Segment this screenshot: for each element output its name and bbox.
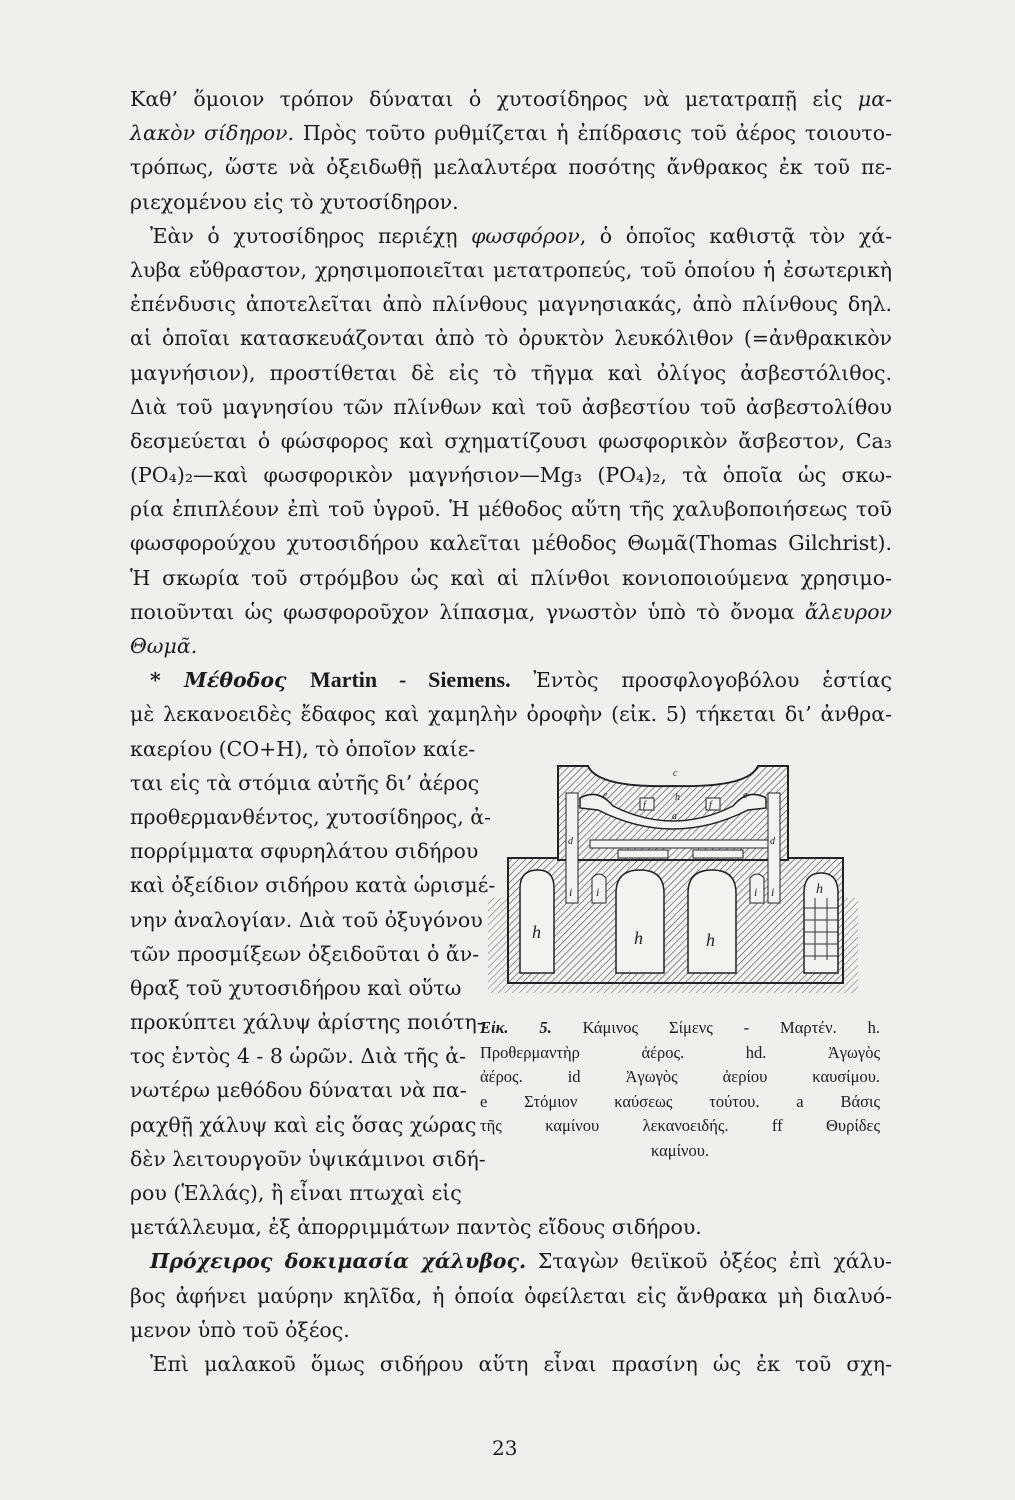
bold-heading-text: Πρόχειρος δοκιμασία χάλυβος. <box>150 1249 527 1274</box>
text-span: Ἐπὶ μαλακοῦ ὅμως σιδήρου αὕτη εἶναι πρασίνη ὡς ἐκ τοῦ σχη- <box>150 1351 892 1376</box>
text-span: νην ἀναλογίαν. Διὰ τοῦ ὀξυγόνου <box>130 907 483 932</box>
text-line <box>130 82 892 116</box>
text-span: ποιοῦνται ὡς φωσφοροῦχον λίπασμα, γνωστὸν ὑπὸ τὸ ὄνομα <box>130 599 805 624</box>
figure-siemens-martin-furnace <box>488 748 858 998</box>
flue <box>618 850 668 858</box>
label-i: i <box>569 885 573 899</box>
text-span: καερίου (CO+H), τὸ ὁποῖον καίε- <box>130 736 476 761</box>
furnace-diagram <box>488 748 858 998</box>
text-line <box>130 116 892 150</box>
figure-number: Εἰκ. 5. <box>480 1018 552 1037</box>
text-line <box>130 903 483 937</box>
text-line <box>130 834 479 868</box>
page-number: 23 <box>492 1436 518 1460</box>
text-line <box>130 800 492 834</box>
text-line <box>130 868 496 902</box>
text-line <box>130 1005 484 1039</box>
text-line <box>130 287 892 321</box>
furnace-base <box>508 858 843 983</box>
text-span: τῶν προσμίξεων ὀξειδοῦται ὁ ἄν- <box>130 941 480 966</box>
text-line <box>130 663 892 697</box>
text-span: βος ἀφήνει μαύρην κηλῖδα, ἡ ὁποία ὀφείλεται εἰς ἄνθρακα μὴ διαλυό- <box>130 1283 892 1308</box>
text-line <box>130 1176 460 1210</box>
flue <box>693 850 743 858</box>
text-span: (PO₄)₂—καὶ φωσφορικὸν μαγνήσιον—Mg₃ (PO₄)₂, τὰ ὁποῖα ὡς σκω- <box>130 463 892 488</box>
text-span: προκύπτει χάλυψ ἀρίστης ποιότη- <box>130 1010 484 1035</box>
text-line <box>130 1279 892 1313</box>
text-line <box>130 219 892 253</box>
text-line <box>130 356 892 390</box>
label-h: h <box>675 792 680 803</box>
text-span: Πρὸς τοῦτο ρυθμίζεται ἡ ἐπίδρασις τοῦ ἀέρος τοιουτο- <box>294 121 892 146</box>
text-line <box>130 595 892 629</box>
text-span: νωτέρω μεθόδου δύναται νὰ πα- <box>130 1078 467 1103</box>
text-line <box>130 561 892 595</box>
text-span: ρία ἐπιπλέουν ἐπὶ τοῦ ὑγροῦ. Ἡ μέθοδος αὕτη τῆς χαλυβοποιήσεως τοῦ <box>130 497 892 522</box>
text-span: μενον ὑπὸ τοῦ ὀξέος. <box>130 1317 350 1342</box>
regenerator-chamber <box>688 870 736 973</box>
text-line <box>130 1244 892 1278</box>
label-h: h <box>532 922 541 942</box>
italic-text: λακὸν σίδηρον. <box>130 121 294 146</box>
text-span: μὲ λεκανοειδὲς ἔδαφος καὶ χαμηλὴν ὀροφὴν (εἰκ. 5) τήκεται δι’ ἀνθρα- <box>130 702 892 727</box>
caption-line <box>480 1114 880 1139</box>
label-h: h <box>634 928 643 948</box>
bold-heading-text: Martin - Siemens. <box>309 667 511 693</box>
caption-text: e Στόμιον καύσεως τούτου. a Βάσις <box>480 1091 880 1111</box>
text-line <box>130 1073 467 1107</box>
text-line <box>130 185 892 219</box>
text-span: , ὁ ὁποῖος καθιστᾷ τὸν χά- <box>579 223 893 248</box>
label-e: e <box>603 790 608 801</box>
italic-text: Θωμᾶ. <box>130 634 198 658</box>
caption-line <box>480 1090 880 1115</box>
text-span: ριεχομένου εἰς τὸ χυτοσίδηρον. <box>130 189 459 214</box>
text-span: καὶ ὀξείδιον σιδήρου κατὰ ὡρισμέ- <box>130 873 496 898</box>
text-line <box>130 150 892 184</box>
text-line <box>130 937 480 971</box>
caption-text: καμίνου. <box>650 1140 710 1160</box>
figure-caption <box>480 1016 880 1164</box>
text-span: λυβα εὔθραστον, χρησιμοποιεῖται μετατροπεύς, τοῦ ὁποίου ἡ ἐσωτερικὴ <box>130 257 892 282</box>
caption-text: Κάμινος Σίμενς - Μαρτέν. h. <box>551 1018 880 1037</box>
label-f: f <box>709 800 712 811</box>
text-line <box>130 1108 477 1142</box>
label-i: i <box>596 885 600 899</box>
text-line <box>130 253 892 287</box>
text-span: δεσμεύεται ὁ φώσφορος καὶ σχηματίζουσι φωσφορικὸν ἄσβεστον, Ca₃ <box>130 428 892 453</box>
text-span: προθερμανθέντος, χυτοσίδηρος, ἀ- <box>130 804 492 829</box>
text-span: τρόπως, ὥστε νὰ ὀξειδωθῇ μελαλυτέρα ποσότης ἄνθρακος ἐκ τοῦ πε- <box>130 155 892 180</box>
label-h: h <box>706 930 715 950</box>
text-span: Διὰ τοῦ μαγνησίου τῶν πλίνθων καὶ τοῦ ἀσβεστίου τοῦ ἀσβεστολίθου <box>130 394 892 419</box>
text-line <box>130 458 892 492</box>
italic-text: μα- <box>857 87 892 111</box>
text-line <box>130 1347 892 1381</box>
text-span: Ἡ σκωρία τοῦ στρόμβου ὡς καὶ αἱ πλίνθοι κονιοποιούμενα χρησιμο- <box>130 565 892 590</box>
regenerator-chamber <box>616 870 664 973</box>
italic-text: φωσφόρον <box>471 223 580 248</box>
caption-line <box>480 1139 880 1164</box>
text-line <box>130 1039 466 1073</box>
caption-line <box>480 1016 880 1041</box>
label-c: c <box>673 768 678 779</box>
text-span: Ἐὰν ὁ χυτοσίδηρος περιέχῃ <box>150 223 472 248</box>
text-line <box>130 971 460 1005</box>
body-text <box>130 82 892 1381</box>
text-line <box>130 321 892 355</box>
bold-heading-text: * Μέθοδος <box>150 668 310 693</box>
text-span: φωσφορούχου χυτοσιδήρου καλεῖται μέθοδος Θωμᾶ(Thomas Gilchrist). <box>130 531 892 556</box>
text-line <box>130 390 892 424</box>
italic-text: ἄλευρον <box>804 599 892 624</box>
text-line <box>130 1210 892 1244</box>
caption-text: ἀέρος. id Ἀγωγὸς ἀερίου καυσίμου. <box>480 1067 880 1087</box>
text-span: Σταγὼν θειϊκοῦ ὀξέος ἐπὶ χάλυ- <box>526 1249 892 1274</box>
text-span: ἐπένδυσις ἀποτελεῖται ἀπὸ πλίνθους μαγνησιακάς, ἀπὸ πλίνθους δηλ. <box>130 292 892 317</box>
label-e: e <box>743 790 748 801</box>
text-span: ται εἰς τὰ στόμια αὐτῆς δι’ ἀέρος <box>130 770 480 795</box>
caption-line <box>480 1041 880 1066</box>
text-span: αἱ ὁποῖαι κατασκευάζονται ἀπὸ τὸ ὀρυκτὸν λευκόλιθον (=ἀνθρακικὸν <box>130 326 892 351</box>
text-span: ρου (Ἑλλάς), ἢ εἶναι πτωχαὶ εἰς <box>130 1181 462 1205</box>
text-line <box>130 1313 892 1347</box>
text-span: δὲν λειτουργοῦν ὑψικάμινοι σιδή- <box>130 1146 486 1171</box>
text-span: μετάλλευμα, ἐξ ἀπορριμμάτων παντὸς εἴδους σιδήρου. <box>130 1215 702 1240</box>
text-span: μαγνήσιον), προστίθεται δὲ εἰς τὸ τῆγμα καὶ ὀλίγος ἀσβεστόλιθος. <box>130 360 892 385</box>
text-line <box>130 697 892 731</box>
text-span: πορρίμματα σφυρηλάτου σιδήρου <box>130 839 479 864</box>
text-span: Ἐντὸς προσφλογοβόλου ἑστίας <box>510 668 893 693</box>
caption-text: Προθερμαντὴρ ἀέρος. hd. Ἀγωγὸς <box>480 1042 880 1062</box>
label-d: d <box>568 836 573 847</box>
caption-text: τῆς καμίνου λεκανοειδής. ff Θυρίδες <box>480 1116 880 1136</box>
text-line <box>130 526 892 560</box>
text-span: θραξ τοῦ χυτοσιδήρου καὶ οὕτω <box>130 975 462 1000</box>
label-i: i <box>754 885 758 899</box>
text-span: τος ἐντὸς 4 - 8 ὡρῶν. Διὰ τῆς ἀ- <box>130 1044 466 1069</box>
label-a: a <box>672 811 677 822</box>
hearth-base <box>590 840 770 848</box>
text-line <box>130 766 480 800</box>
label-h: h <box>816 882 823 897</box>
text-line <box>130 492 892 526</box>
text-line <box>130 1142 486 1176</box>
text-span: Καθ’ ὅμοιον τρόπον δύναται ὁ χυτοσίδηρος νὰ μετατραπῇ εἰς <box>130 87 858 111</box>
caption-line <box>480 1065 880 1090</box>
text-line <box>130 629 892 663</box>
text-line <box>130 424 892 458</box>
text-span: ραχθῇ χάλυψ καὶ εἰς ὅσας χώρας <box>130 1112 477 1137</box>
text-line <box>130 732 476 766</box>
label-d: d <box>770 836 775 847</box>
label-i: i <box>771 885 775 899</box>
label-f: f <box>643 800 646 811</box>
